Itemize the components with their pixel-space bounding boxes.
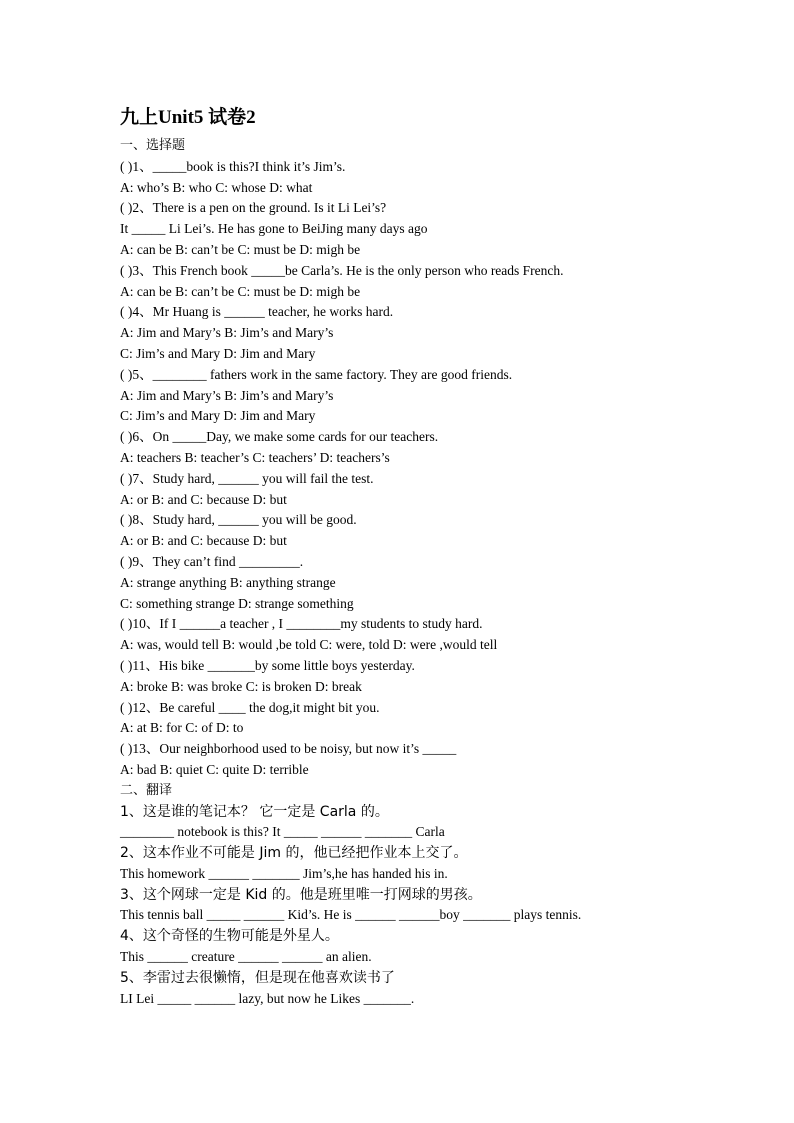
question-line: This tennis ball _____ ______ Kid’s. He is ______ ______boy _______ plays tennis. (120, 907, 582, 923)
options-line: A: or B: and C: because D: but (120, 533, 287, 549)
question-line: ( )7、Study hard, ______ you will fail the test. (120, 470, 374, 486)
question-line: ( )4、Mr Huang is ______ teacher, he works hard. (120, 304, 394, 320)
options-line: A: or B: and C: because D: but (120, 491, 287, 507)
options-line: A: teachers B: teacher’s C: teachers’ D: teachers’s (120, 449, 390, 465)
question-line: This ______ creature ______ ______ an alien. (120, 949, 372, 965)
question-line: ( )6、On _____Day, we make some cards for our teachers. (120, 429, 439, 445)
options-line: A: Jim and Mary’s B: Jim’s and Mary’s (120, 325, 334, 341)
section-heading: 一、选择题 (120, 138, 186, 153)
question-line: ________ notebook is this? It _____ ______ _______ Carla (120, 824, 445, 840)
question-line: ( )10、If I ______a teacher , I ________my students to study hard. (120, 616, 483, 632)
question-line: LI Lei _____ ______ lazy, but now he Likes _______. (120, 990, 415, 1006)
options-line: C: something strange D: strange something (120, 595, 354, 611)
question-line: ( )2、There is a pen on the ground. Is it Li Lei’s? (120, 200, 387, 216)
chinese-prompt-line: 1、这是谁的笔记本？ 它一定是 Carla 的。 (120, 803, 389, 820)
question-line: ( )3、This French book _____be Carla’s. He is the only person who reads French. (120, 262, 564, 278)
options-line: A: who’s B: who C: whose D: what (120, 179, 313, 195)
options-line: A: can be B: can’t be C: must be D: migh be (120, 241, 361, 257)
options-line: C: Jim’s and Mary D: Jim and Mary (120, 408, 316, 424)
chinese-prompt-line: 4、这个奇怪的生物可能是外星人。 (120, 928, 339, 945)
worksheet-title: 九上Unit5 试卷2 (120, 107, 256, 128)
options-line: A: strange anything B: anything strange (120, 574, 336, 590)
question-line: ( )9、They can’t find _________. (120, 553, 304, 569)
question-line: It _____ Li Lei’s. He has gone to BeiJing many days ago (120, 221, 428, 237)
chinese-prompt-line: 5、李雷过去很懒惰，但是现在他喜欢读书了 (120, 969, 395, 986)
worksheet-body (120, 136, 680, 1009)
options-line: A: was, would tell B: would ,be told C: were, told D: were ,would tell (120, 637, 498, 653)
worksheet-page (120, 106, 680, 1009)
question-line: This homework ______ _______ Jim’s,he has handed his in. (120, 865, 448, 881)
options-line: A: can be B: can’t be C: must be D: migh be (120, 283, 361, 299)
options-line: A: bad B: quiet C: quite D: terrible (120, 761, 309, 777)
question-line: ( )5、________ fathers work in the same factory. They are good friends. (120, 366, 513, 382)
question-line: ( )13、Our neighborhood used to be noisy, but now it’s _____ (120, 741, 457, 757)
chinese-prompt-line: 3、这个网球一定是 Kid 的。他是班里唯一打网球的男孩。 (120, 886, 482, 903)
options-line: A: Jim and Mary’s B: Jim’s and Mary’s (120, 387, 334, 403)
question-line: ( )8、Study hard, ______ you will be good. (120, 512, 357, 528)
options-line: C: Jim’s and Mary D: Jim and Mary (120, 345, 316, 361)
options-line: A: broke B: was broke C: is broken D: break (120, 678, 362, 694)
question-line: ( )12、Be careful ____ the dog,it might bit you. (120, 699, 380, 715)
question-line: ( )1、_____book is this?I think it’s Jim’s. (120, 158, 346, 174)
question-line: ( )11、His bike _______by some little boys yesterday. (120, 657, 415, 673)
chinese-prompt-line: 2、这本作业不可能是 Jim 的，他已经把作业本上交了。 (120, 845, 468, 862)
section-heading: 二、翻译 (120, 782, 173, 798)
options-line: A: at B: for C: of D: to (120, 720, 244, 736)
